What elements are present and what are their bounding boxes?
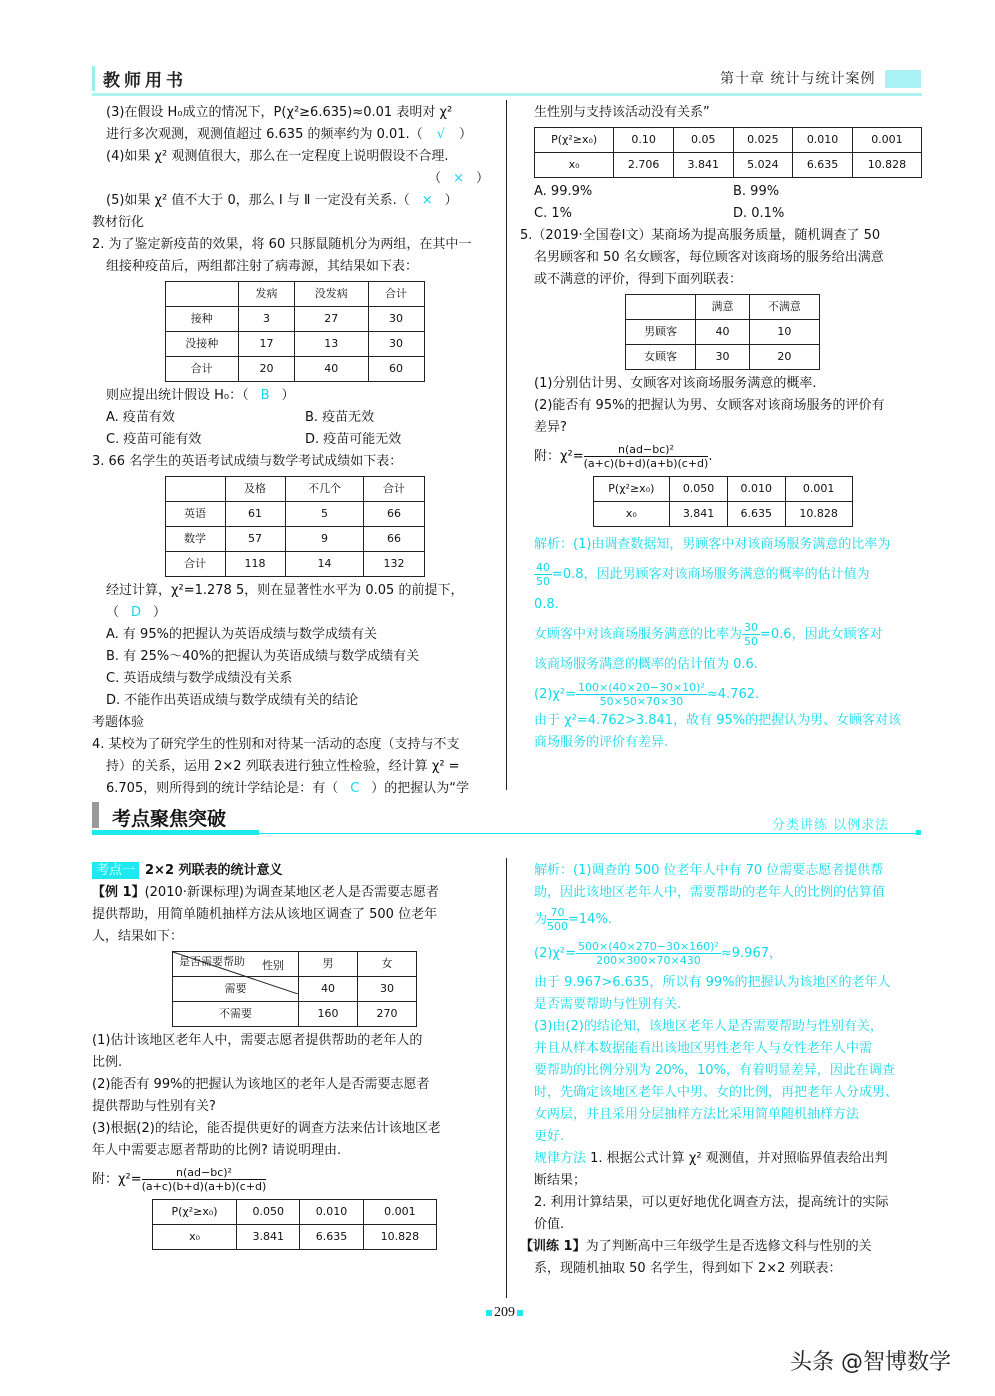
q2b: 提供帮助与性别有关? <box>92 1099 216 1114</box>
q2-table <box>165 281 425 382</box>
header-chapter-title: 第十章 统计与统计案例 <box>720 71 876 87</box>
watermark: 头条 @智博数学 <box>790 1350 951 1375</box>
header-divider <box>92 93 922 96</box>
section-subtitle: 分类讲练 以例求法 <box>772 818 890 833</box>
sol-line <box>520 936 925 972</box>
section-end-dot <box>916 830 921 835</box>
cell: 27 <box>294 307 368 332</box>
q3b: 年人中需要志愿者帮助的比例? 请说明理由. <box>92 1143 342 1158</box>
cell: 3.841 <box>670 502 728 527</box>
q5-sub2a: (2)能否有 95%的把握认为男、女顾客对该商场服务的评价有 <box>534 398 885 413</box>
cell: 5.024 <box>733 153 793 178</box>
item-3-cont <box>92 124 497 146</box>
q5-line3: 或不满意的评价，得到下面列联表： <box>534 272 743 287</box>
denominator: 500 <box>547 920 569 933</box>
cell: 接种 <box>165 307 239 332</box>
cell: 不满意 <box>749 295 819 320</box>
cell: P(χ²≥x₀) <box>593 477 670 502</box>
cell: 132 <box>364 552 424 577</box>
cell: 发病 <box>239 282 295 307</box>
denominator: (a+c)(b+d)(a+b)(c+d) <box>583 457 709 470</box>
numerator: 100×(40×20−30×10)² <box>578 681 705 694</box>
page-marker-left-icon <box>486 1310 492 1316</box>
option-a: A. 99.9% <box>534 184 593 199</box>
example-line3: 人，结果如下： <box>92 929 184 944</box>
q3-option-a: A. 有 95%的把握认为英语成绩与数学成绩有关 <box>106 627 377 642</box>
cell: 14 <box>285 552 364 577</box>
sol-text: ≈4.762. <box>706 687 760 702</box>
q4-crit-table <box>534 127 922 178</box>
sol-line <box>520 904 925 936</box>
sol-line: 解析：(1)调查的 500 位老年人中有 70 位需要志愿者提供帮 <box>534 863 884 878</box>
cell: 13 <box>294 332 368 357</box>
example-line1 <box>92 882 497 904</box>
rule-label: 规律方法 <box>534 1151 587 1166</box>
cell: 66 <box>364 502 424 527</box>
formula-fraction <box>584 443 709 470</box>
q5-crit-table <box>593 476 853 527</box>
q4-continued: 生性别与支持该活动没有关系” <box>534 105 710 120</box>
q2-prompt: 则应提出统计假设 H₀：（ B ） <box>106 388 295 403</box>
cell: 30 <box>368 307 424 332</box>
q4-line2: 持）的关系，运用 2×2 列联表进行独立性检验，经计算 χ² = <box>106 759 460 774</box>
sol-line2 <box>520 560 925 590</box>
sol-line3: 0.8. <box>534 597 559 612</box>
cell: 2.706 <box>614 153 674 178</box>
sol-line: 要帮助的比例分别为 20%，10%，有着明显差异，因此在调查 <box>534 1063 895 1078</box>
option-b: B. 99% <box>733 184 780 199</box>
sol-line: 助，因此该地区老年人中，需要帮助的老年人的比例的估算值 <box>534 885 886 900</box>
item-4-text: (4)如果 χ² 观测值很大，那么在一定程度上说明假设不合理. <box>106 149 449 164</box>
option-d: D. 0.1% <box>733 206 785 221</box>
q3a: (3)根据(2)的结论，能否提供更好的调查方法来估计该地区老 <box>92 1121 441 1136</box>
sol-text: ≈9.967， <box>720 946 782 961</box>
cell: 40 <box>299 977 358 1002</box>
item-5-text: (5)如果 χ² 值不大于 0，那么 Ⅰ 与 Ⅱ 一定没有关系.（ <box>106 193 410 208</box>
q4-line1: 4. 某校为了研究学生的性别和对待某一活动的态度（支持与不支 <box>92 737 460 752</box>
sol-line5: 该商场服务满意的概率的估计值为 0.6. <box>534 657 758 672</box>
cell: 0.001 <box>785 477 852 502</box>
q5-sub2b: 差异? <box>534 420 567 435</box>
formula <box>92 1166 497 1193</box>
cell: 6.635 <box>727 502 785 527</box>
numerator: 500×(40×270−30×160)² <box>578 940 719 953</box>
sol-line4 <box>520 620 925 650</box>
header-accent-block <box>885 70 921 88</box>
page-number-text: 209 <box>494 1305 515 1320</box>
header-book-label: 教师用书 <box>92 66 187 91</box>
sol-text: 为 <box>534 912 548 927</box>
cell: 0.050 <box>670 477 728 502</box>
item-3-cont-text: 进行多次观测，观测值超过 6.635 的频率约为 0.01.（ <box>106 127 423 142</box>
section-textbook: 教材衍化 <box>92 215 145 230</box>
cell: 男 <box>299 952 358 977</box>
example-text: (2010·新课标理)为调查某地区老人是否需要志愿者 <box>144 885 439 900</box>
cell: 合计 <box>364 477 424 502</box>
cell: 3.841 <box>237 1225 300 1250</box>
example-line2: 提供帮助，用简单随机抽样方法从该地区调查了 500 位老年 <box>92 907 438 922</box>
cell <box>626 295 696 320</box>
sol-line: 由于 9.967>6.635，所以有 99%的把握认为该地区的老年人 <box>534 975 891 990</box>
sol-line: (3)由(2)的结论知，该地区老年人是否需要帮助与性别有关， <box>534 1019 883 1034</box>
cell: 0.05 <box>673 128 733 153</box>
q2-answer: B <box>260 388 270 403</box>
numerator: n(ad−bc)² <box>584 443 709 457</box>
numerator: 70 <box>547 906 568 920</box>
example-table <box>172 951 417 1027</box>
numerator: n(ad−bc)² <box>142 1166 267 1180</box>
cross-mark-answer: × <box>453 171 464 186</box>
cell: 女顾客 <box>626 345 696 370</box>
sol-line: 是否需要帮助与性别有关. <box>534 997 682 1012</box>
check-mark-answer: √ <box>436 127 445 142</box>
diag-top-label: 性别 <box>262 959 284 972</box>
cell: 17 <box>239 332 295 357</box>
sol-text: =0.8，因此男顾客对该商场服务满意的概率的估计值为 <box>552 567 870 582</box>
cell: 女 <box>358 952 417 977</box>
kaodian-title: 2×2 列联表的统计意义 <box>145 863 283 878</box>
q1b: 比例. <box>92 1055 123 1070</box>
column-divider-bottom <box>506 858 507 1298</box>
cell: 男顾客 <box>626 320 696 345</box>
q2-line2: 组接种疫苗后，两组都注射了病毒源，其结果如下表： <box>106 259 419 274</box>
q4-line3-text: 6.705，则所得到的统计学结论是：有（ <box>106 781 339 796</box>
cell: 10.828 <box>785 502 852 527</box>
cell: 118 <box>225 552 285 577</box>
option-c: C. 疫苗可能有效 <box>106 432 202 447</box>
cell: 需要 <box>173 977 299 1002</box>
sol-text: (2)χ²= <box>534 946 577 961</box>
sol-text: =14%. <box>568 912 612 927</box>
bottom-left-column <box>92 860 497 1253</box>
sol-text: 女顾客中对该商场服务满意的比率为 <box>534 627 743 642</box>
q4-options-row1 <box>520 181 925 203</box>
q3-line1: 3. 66 名学生的英语考试成绩与数学考试成绩如下表： <box>92 454 403 469</box>
top-left-column <box>92 102 497 800</box>
cell: 合计 <box>368 282 424 307</box>
formula-fraction <box>142 1166 267 1193</box>
q2-prompt-text: 则应提出统计假设 H₀：（ <box>106 388 249 403</box>
q5-line1: 5.（2019·全国卷Ⅰ文）某商场为提高服务质量，随机调查了 50 <box>520 228 881 243</box>
kaodian-label: 考点一 <box>92 862 139 879</box>
cell: 不几个 <box>285 477 364 502</box>
cell: x₀ <box>593 502 670 527</box>
cell: P(χ²≥x₀) <box>535 128 614 153</box>
cell: 270 <box>358 1002 417 1027</box>
rule-text: 1. 根据公式计算 χ² 观测值，并对照临界值表给出判 <box>586 1151 888 1166</box>
sol-line6 <box>520 680 925 710</box>
cell: 合计 <box>165 357 239 382</box>
q3-option-d: D. 不能作出英语成绩与数学成绩有关的结论 <box>106 693 359 708</box>
cell: 10 <box>749 320 819 345</box>
cell: 合计 <box>165 552 225 577</box>
cell: 及格 <box>225 477 285 502</box>
item-3-text: (3)在假设 H₀成立的情况下，P(χ²≥6.635)≈0.01 表明对 χ² <box>106 105 453 120</box>
rule-line1b: 断结果； <box>534 1173 587 1188</box>
q4-line3 <box>92 778 497 800</box>
q3-table <box>165 476 425 577</box>
sol-line: 并且从样本数据能看出该地区男性老年人与女性老年人中需 <box>534 1041 873 1056</box>
cell: 5 <box>285 502 364 527</box>
denominator: 200×300×70×430 <box>596 954 701 967</box>
fraction <box>547 906 568 933</box>
cell: 10.828 <box>363 1225 436 1250</box>
item-4 <box>92 146 497 168</box>
cell: 3 <box>239 307 295 332</box>
q5-line2: 名男顾客和 50 名女顾客，每位顾客对该商场的服务给出满意 <box>534 250 884 265</box>
cell: 20 <box>239 357 295 382</box>
cell: 61 <box>225 502 285 527</box>
cell: 20 <box>749 345 819 370</box>
fraction <box>534 561 552 588</box>
training-tag: 【训练 1】 <box>520 1239 586 1254</box>
section-exam: 考题体验 <box>92 715 145 730</box>
item-4-answer: （ × ） <box>428 171 489 186</box>
cell: 6.635 <box>793 153 853 178</box>
section-rule <box>259 833 919 834</box>
cell: 满意 <box>696 295 749 320</box>
bottom-right-column <box>520 860 925 1280</box>
example-crit-table <box>152 1199 437 1250</box>
cell: 0.001 <box>363 1200 436 1225</box>
cell: 没发病 <box>294 282 368 307</box>
denominator: 50 <box>744 635 759 648</box>
q5-formula: 附：χ²= $\frac{\text{n(ad−bc)²}}{(a+c)(b+d)(a+b)(c+d)}$. <box>534 443 713 470</box>
formula-prefix: 附：χ²= <box>92 1172 142 1187</box>
denominator: (a+c)(b+d)(a+b)(c+d) <box>141 1180 267 1193</box>
cell: 40 <box>696 320 749 345</box>
cell <box>165 477 225 502</box>
cell: P(χ²≥x₀) <box>153 1200 237 1225</box>
training-line1 <box>520 1236 925 1258</box>
fraction <box>742 621 760 648</box>
cell: 30 <box>358 977 417 1002</box>
paren-close: ） <box>459 127 473 142</box>
option-b: B. 疫苗无效 <box>305 410 375 425</box>
q2-line1: 2. 为了鉴定新疫苗的效果，将 60 只豚鼠随机分为两组，在其中一 <box>92 237 472 252</box>
q4-line3-end: ）的把握认为“学 <box>371 781 470 796</box>
cell: 160 <box>299 1002 358 1027</box>
cell: x₀ <box>535 153 614 178</box>
cell: 0.010 <box>300 1200 363 1225</box>
q2-options-row2 <box>92 429 497 451</box>
section-marker <box>92 802 99 828</box>
cell: 6.635 <box>300 1225 363 1250</box>
q2-options-row1 <box>92 407 497 429</box>
diag-bottom-label: 是否需要帮助 <box>179 955 245 968</box>
q3-prompt-text: 经过计算，χ²=1.278 5，则在显著性水平为 0.05 的前提下，（ <box>106 583 464 620</box>
option-a: A. 疫苗有效 <box>106 410 175 425</box>
cell: 英语 <box>165 502 225 527</box>
column-divider-top <box>506 100 507 790</box>
q2a: (2)能否有 99%的把握认为该地区的老年人是否需要志愿者 <box>92 1077 430 1092</box>
q5-table <box>625 294 820 370</box>
option-c: C. 1% <box>534 206 572 221</box>
cell: 57 <box>225 527 285 552</box>
page-number <box>484 1305 525 1321</box>
sol-text: (2)χ²= <box>534 687 577 702</box>
cell: 30 <box>696 345 749 370</box>
cell: 10.828 <box>852 153 921 178</box>
kaodian-heading <box>92 860 497 882</box>
sol-line8: 商场服务的评价有差异. <box>534 735 669 750</box>
q4-options-row2 <box>520 203 925 225</box>
cell: 3.841 <box>673 153 733 178</box>
fraction <box>576 681 707 708</box>
sol-line1: 解析：(1)由调查数据知，男顾客中对该商场服务满意的比率为 <box>534 537 891 552</box>
option-d: D. 疫苗可能无效 <box>305 432 402 447</box>
q1a: (1)估计该地区老年人中，需要志愿者提供帮助的老年人的 <box>92 1033 423 1048</box>
sol-line: 更好. <box>534 1129 565 1144</box>
example-tag: 【例 1】 <box>92 885 145 900</box>
cell: 40 <box>294 357 368 382</box>
page-marker-right-icon <box>517 1310 523 1316</box>
cell: 66 <box>364 527 424 552</box>
sol-line: 女两层，并且采用分层抽样方法比采用简单随机抽样方法 <box>534 1107 860 1122</box>
denominator: 50 <box>536 575 550 588</box>
cell: 9 <box>285 527 364 552</box>
cell: 0.001 <box>852 128 921 153</box>
q4-answer: C <box>350 781 360 796</box>
section-title: 考点聚焦突破 <box>112 808 227 830</box>
cell <box>165 282 239 307</box>
cell: x₀ <box>153 1225 237 1250</box>
cell: 不需要 <box>173 1002 299 1027</box>
section-underline <box>92 830 259 835</box>
cell: 30 <box>368 332 424 357</box>
rule-line2: 2. 利用计算结果，可以更好地优化调查方法，提高统计的实际 <box>534 1195 889 1210</box>
cell: 0.050 <box>237 1200 300 1225</box>
training-line2: 系，现随机抽取 50 名学生，得到如下 2×2 列联表： <box>534 1261 842 1276</box>
cell: 60 <box>368 357 424 382</box>
cell: 数学 <box>165 527 225 552</box>
top-right-column <box>520 102 925 754</box>
q3-answer: D <box>131 605 142 620</box>
cell: 0.010 <box>793 128 853 153</box>
q3-option-c: C. 英语成绩与数学成绩没有关系 <box>106 671 293 686</box>
cell: 0.025 <box>733 128 793 153</box>
rule-line1 <box>520 1148 925 1170</box>
sol-line: 时，先确定该地区老年人中男、女的比例，再把老年人分成男、 <box>534 1085 899 1100</box>
cell: 0.10 <box>614 128 674 153</box>
fraction <box>576 940 721 967</box>
item-5: (5)如果 χ² 值不大于 0，那么 Ⅰ 与 Ⅱ 一定没有关系.（ × ） <box>106 193 458 208</box>
rule-line2b: 价值. <box>534 1217 565 1232</box>
sol-line7: 由于 χ²=4.762>3.841，故有 95%的把握认为男、女顾客对该 <box>534 713 902 728</box>
formula-prefix: 附：χ²= <box>534 449 584 464</box>
item-3 <box>92 102 497 124</box>
cell: 没接种 <box>165 332 239 357</box>
q5-sub1: (1)分别估计男、女顾客对该商场服务满意的概率. <box>534 376 817 391</box>
numerator: 40 <box>536 561 550 574</box>
diagonal-header-cell <box>173 952 299 977</box>
q3-option-b: B. 有 25%～40%的把握认为英语成绩与数学成绩有关 <box>106 649 420 664</box>
denominator: 50×50×70×30 <box>599 695 684 708</box>
sol-text: =0.6，因此女顾客对 <box>760 627 883 642</box>
q3-prompt: 经过计算，χ²=1.278 5，则在显著性水平为 0.05 的前提下，（ D ） <box>106 583 464 620</box>
cell: 0.010 <box>727 477 785 502</box>
cross-mark-answer: × <box>421 193 433 208</box>
numerator: 30 <box>744 621 759 634</box>
training-text: 为了判断高中三年级学生是否选修文科与性别的关 <box>585 1239 872 1254</box>
